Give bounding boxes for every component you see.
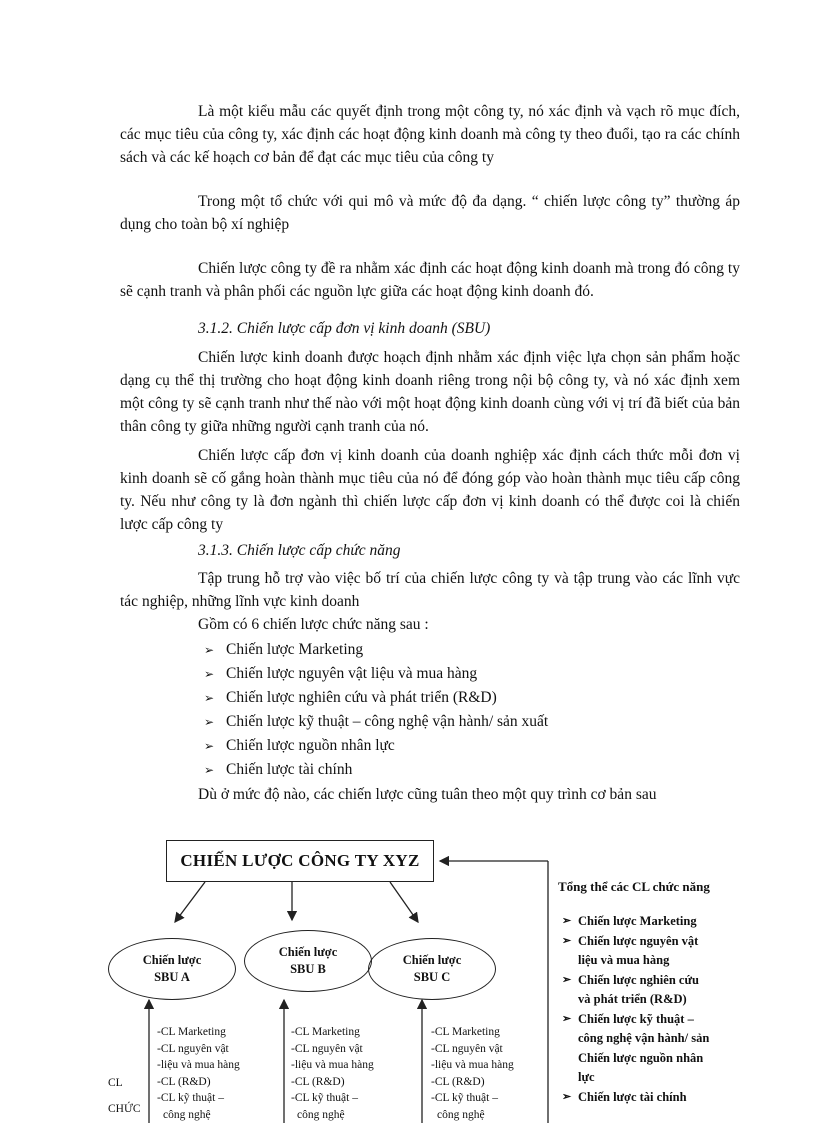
arrow-to-sbu-c <box>390 882 418 922</box>
paragraph-process-intro: Dù ở mức độ nào, các chiến lược cũng tuân theo một quy trình cơ bản sau <box>198 786 657 803</box>
label-cl: CL <box>108 1077 123 1089</box>
paragraph-corporate-strategy-definition: Là một kiểu mẫu các quyết định trong một công ty, nó xác định và vạch rõ mục đích, các mục tiêu của công ty, xác định các hoạt động kinh doanh mà công ty theo đuổi, tạo ra các chính sách và các kế hoạch cơ bản để đạt các mục tiêu của công ty <box>120 103 740 166</box>
list-item: ➢ Chiến lược tài chính <box>204 758 548 782</box>
paragraph-organization-scope: Trong một tổ chức với qui mô và mức độ đa dạng. “ chiến lược công ty” thường áp dụng cho toàn bộ xí nghiệp <box>120 193 740 233</box>
list-item: ➢ Chiến lược nguyên vật <box>562 932 772 952</box>
arrow-bullet-icon: ➢ <box>204 667 215 681</box>
list-item: ➢ Chiến lược kỹ thuật – <box>562 1010 772 1030</box>
paragraph-corporate-purpose: Chiến lược công ty đề ra nhằm xác định các hoạt động kinh doanh mà trong đó công ty sẽ cạnh tranh và phân phối các nguồn lực giữa các hoạt động kinh doanh đó. <box>120 260 740 300</box>
list-item: Chiến lược nguồn nhân <box>578 1050 704 1065</box>
paragraph-functional-strategy: Tập trung hỗ trợ vào việc bố trí của chiến lược công ty và tập trung vào các lĩnh vực tác nghiệp, những lĩnh vực kinh doanh <box>120 570 740 610</box>
arrow-bullet-icon: ➢ <box>204 763 215 777</box>
list-item: ➢ Chiến lược nghiên cứu và phát triển (R&D) <box>204 686 548 710</box>
heading-3-1-3: 3.1.3. Chiến lược cấp chức năng <box>198 542 401 559</box>
list-item: ➢ Chiến lược nguồn nhân lực <box>204 734 548 758</box>
arrow-bullet-icon: ➢ <box>204 739 215 753</box>
arrow-bullet-icon: ➢ <box>204 715 215 729</box>
functional-summary-list <box>562 912 772 1107</box>
functional-summary-title: Tổng thể các CL chức năng <box>558 879 710 894</box>
list-item: ➢ Chiến lược tài chính <box>562 1088 772 1108</box>
list-item: ➢ Chiến lược Marketing <box>562 912 772 932</box>
paragraph-six-strategies: Gồm có 6 chiến lược chức năng sau : <box>198 616 429 633</box>
arrow-bullet-icon: ➢ <box>562 1090 572 1103</box>
paragraph-business-strategy: Chiến lược kinh doanh được hoạch định nhằm xác định việc lựa chọn sản phẩm hoặc dạng cụ thể thị trường cho hoạt động kinh doanh riêng trong nội bộ công ty, và nó xác định xem một công ty sẽ cạnh tranh như thế nào với một hoạt động kinh doanh cùng với vị trí đã biết của bản thân công ty giữa những người cạnh tranh của nó. <box>120 349 740 435</box>
functions-list-b: -CL Marketing -CL nguyên vật -liệu và mua hàng -CL (R&D) -CL kỹ thuật – công nghệ <box>291 1026 374 1121</box>
list-item: ➢ Chiến lược kỹ thuật – công nghệ vận hành/ sản xuất <box>204 710 548 734</box>
functions-list-a: -CL Marketing -CL nguyên vật -liệu và mua hàng -CL (R&D) -CL kỹ thuật – công nghệ <box>157 1026 240 1121</box>
list-item-continuation: lực <box>578 1070 595 1084</box>
paragraph-sbu-strategy: Chiến lược cấp đơn vị kinh doanh của doanh nghiệp xác định cách thức mỗi đơn vị kinh doanh sẽ cố gắng hoàn thành mục tiêu của nó để đóng góp vào hoàn thành mục tiêu cấp công ty. Nếu như công ty là đơn ngành thì chiến lược cấp đơn vị kinh doanh có thể được coi là chiến lược cấp công ty <box>120 447 740 533</box>
label-chuc: CHỨC <box>108 1103 141 1115</box>
arrow-bullet-icon: ➢ <box>204 643 215 657</box>
arrow-bullet-icon: ➢ <box>204 691 215 705</box>
sbu-b-oval: Chiến lược SBU B <box>244 930 372 992</box>
sbu-c-oval: Chiến lược SBU C <box>368 938 496 1000</box>
arrow-bullet-icon: ➢ <box>562 915 572 927</box>
arrow-bullet-icon: ➢ <box>562 973 572 986</box>
arrow-to-sbu-a <box>175 882 205 922</box>
arrow-bullet-icon: ➢ <box>562 1012 572 1025</box>
functions-list-c: -CL Marketing -CL nguyên vật -liệu và mua hàng -CL (R&D) -CL kỹ thuật – công nghệ <box>431 1026 514 1121</box>
heading-3-1-2: 3.1.2. Chiến lược cấp đơn vị kinh doanh (SBU) <box>198 320 491 337</box>
corporate-strategy-box: CHIẾN LƯỢC CÔNG TY XYZ <box>166 840 434 882</box>
list-item-continuation: liệu và mua hàng <box>578 953 670 967</box>
list-item-continuation: công nghệ vận hành/ sản <box>578 1031 710 1045</box>
arrow-bullet-icon: ➢ <box>562 934 572 947</box>
list-item: ➢ Chiến lược Marketing <box>204 638 548 662</box>
sbu-a-oval: Chiến lược SBU A <box>108 938 236 1000</box>
list-item: ➢ Chiến lược nguyên vật liệu và mua hàng <box>204 662 548 686</box>
list-item: ➢ Chiến lược nghiên cứu <box>562 971 772 991</box>
list-item-continuation: và phát triển (R&D) <box>578 992 687 1006</box>
